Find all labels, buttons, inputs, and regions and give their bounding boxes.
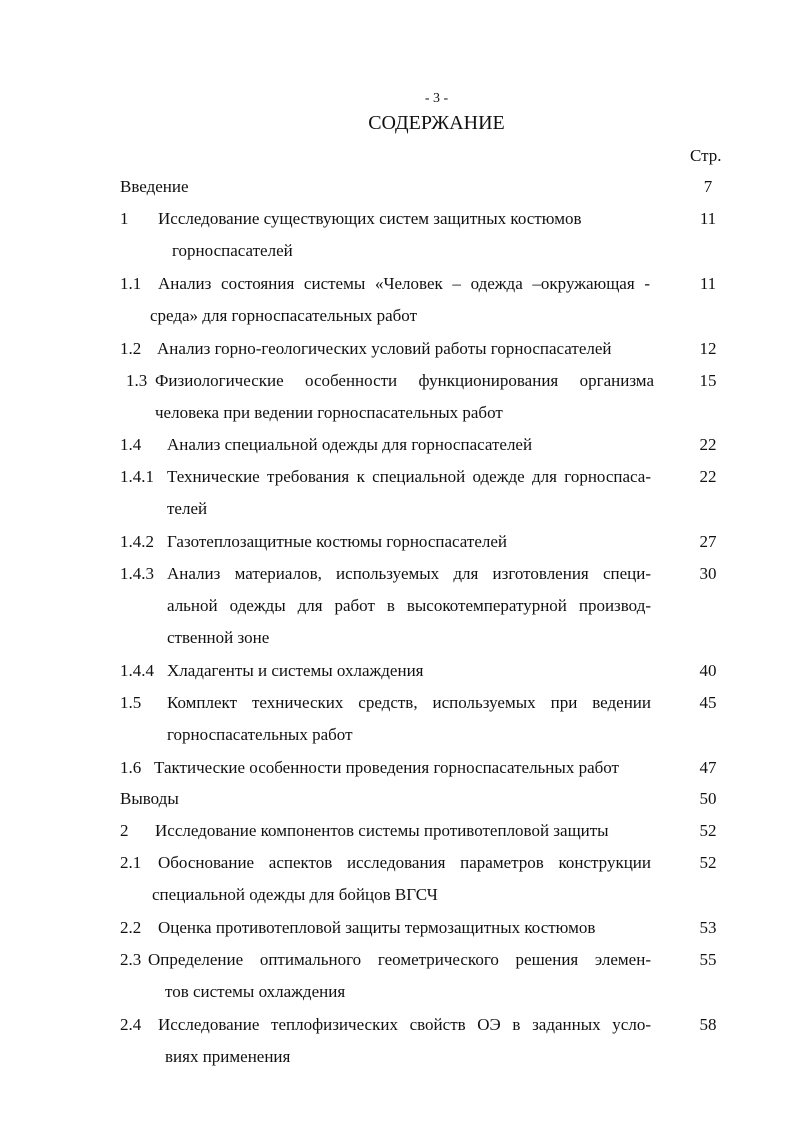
toc-entry-title-line: горноспасателей xyxy=(172,241,293,260)
page-title: СОДЕРЖАНИЕ xyxy=(368,112,505,134)
toc-entry-number: 2.2 xyxy=(120,918,142,937)
toc-entry-page: 53 xyxy=(699,918,717,937)
toc-entry-title-line: Введение xyxy=(120,177,189,196)
toc-entry-page: 27 xyxy=(699,532,717,551)
toc-entry-title-line: Выводы xyxy=(120,789,179,808)
toc-entry-page: 55 xyxy=(699,950,717,969)
toc-entry-number: 1.3 xyxy=(126,371,148,390)
toc-entry-number: 1.4.3 xyxy=(120,564,154,583)
page-column-label: Стр. xyxy=(690,146,722,165)
toc-entry-title-line: Анализ материалов, используемых для изготовления специ- xyxy=(167,564,651,583)
toc-entry-title-line: Исследование компонентов системы противотепловой защиты xyxy=(155,821,609,840)
toc-entry-number: 2.1 xyxy=(120,853,142,872)
toc-entry-page: 11 xyxy=(699,209,717,228)
toc-entry-number: 2 xyxy=(120,821,129,840)
toc-entry-page: 22 xyxy=(699,467,717,486)
toc-entry-number: 2.4 xyxy=(120,1015,142,1034)
toc-entry-number: 1.5 xyxy=(120,693,142,712)
toc-entry-number: 1.2 xyxy=(120,339,142,358)
toc-entry-number: 1.1 xyxy=(120,274,142,293)
toc-entry-title-line: человека при ведении горноспасательных работ xyxy=(155,403,503,422)
toc-entry-title-line: тов системы охлаждения xyxy=(165,982,346,1001)
toc-entry-title-line: Исследование теплофизических свойств ОЭ в заданных усло- xyxy=(158,1015,651,1034)
toc-entry-title-line: телей xyxy=(167,499,208,518)
toc-entry-page: 52 xyxy=(699,821,717,840)
toc-entry-title-line: Физиологические особенности функционирования организма xyxy=(155,371,654,390)
toc-entry-page: 30 xyxy=(699,564,717,583)
toc-entry-title-line: виях применения xyxy=(165,1047,291,1066)
toc-entry-page: 47 xyxy=(699,758,717,777)
toc-entry-title-line: Анализ состояния системы «Человек – одежда –окружающая - xyxy=(158,274,650,293)
toc-entry-page: 12 xyxy=(699,339,717,358)
toc-entry-page: 7 xyxy=(703,177,713,196)
toc-entry-number: 2.3 xyxy=(120,950,142,969)
toc-entry-title-line: альной одежды для работ в высокотемпературной производ- xyxy=(167,596,651,615)
toc-entry-number: 1.6 xyxy=(120,758,142,777)
toc-entry-title-line: Технические требования к специальной одежде для горноспаса- xyxy=(167,467,651,486)
toc-entry-page: 45 xyxy=(699,693,717,712)
toc-entry-title-line: Газотеплозащитные костюмы горноспасателей xyxy=(167,532,508,551)
toc-entry-title-line: Анализ специальной одежды для горноспасателей xyxy=(167,435,533,454)
toc-entry-page: 15 xyxy=(699,371,717,390)
toc-entry-page: 52 xyxy=(699,853,717,872)
toc-entry-number: 1.4.1 xyxy=(120,467,154,486)
toc-entry-page: 50 xyxy=(699,789,717,808)
toc-entry-title-line: Обоснование аспектов исследования параметров конструкции xyxy=(158,853,651,872)
toc-entry-page: 22 xyxy=(699,435,717,454)
toc-entry-title-line: Оценка противотепловой защиты термозащитных костюмов xyxy=(158,918,596,937)
toc-entry-title-line: Комплект технических средств, используемых при ведении xyxy=(167,693,651,712)
page-number: - 3 - xyxy=(424,91,449,106)
toc-entry-title-line: специальной одежды для бойцов ВГСЧ xyxy=(152,885,438,904)
toc-entry-title-line: среда» для горноспасательных работ xyxy=(150,306,418,325)
toc-entry-page: 11 xyxy=(699,274,717,293)
toc-entry-number: 1.4.2 xyxy=(120,532,154,551)
toc-entry-title-line: Хладагенты и системы охлаждения xyxy=(167,661,424,680)
toc-entry-number: 1.4.4 xyxy=(120,661,154,680)
toc-entry-title-line: ственной зоне xyxy=(167,628,270,647)
toc-entry-title-line: Исследование существующих систем защитных костюмов xyxy=(158,209,582,228)
toc-entry-number: 1.4 xyxy=(120,435,142,454)
toc-entry-number: 1 xyxy=(120,209,129,228)
toc-entry-title-line: горноспасательных работ xyxy=(167,725,353,744)
toc-entry-title-line: Тактические особенности проведения горноспасательных работ xyxy=(154,758,619,777)
toc-entry-title-line: Определение оптимального геометрического решения элемен- xyxy=(148,950,651,969)
toc-entry-page: 40 xyxy=(699,661,717,680)
toc-entry-title-line: Анализ горно-геологических условий работы горноспасателей xyxy=(157,339,612,358)
toc-entry-page: 58 xyxy=(699,1015,717,1034)
